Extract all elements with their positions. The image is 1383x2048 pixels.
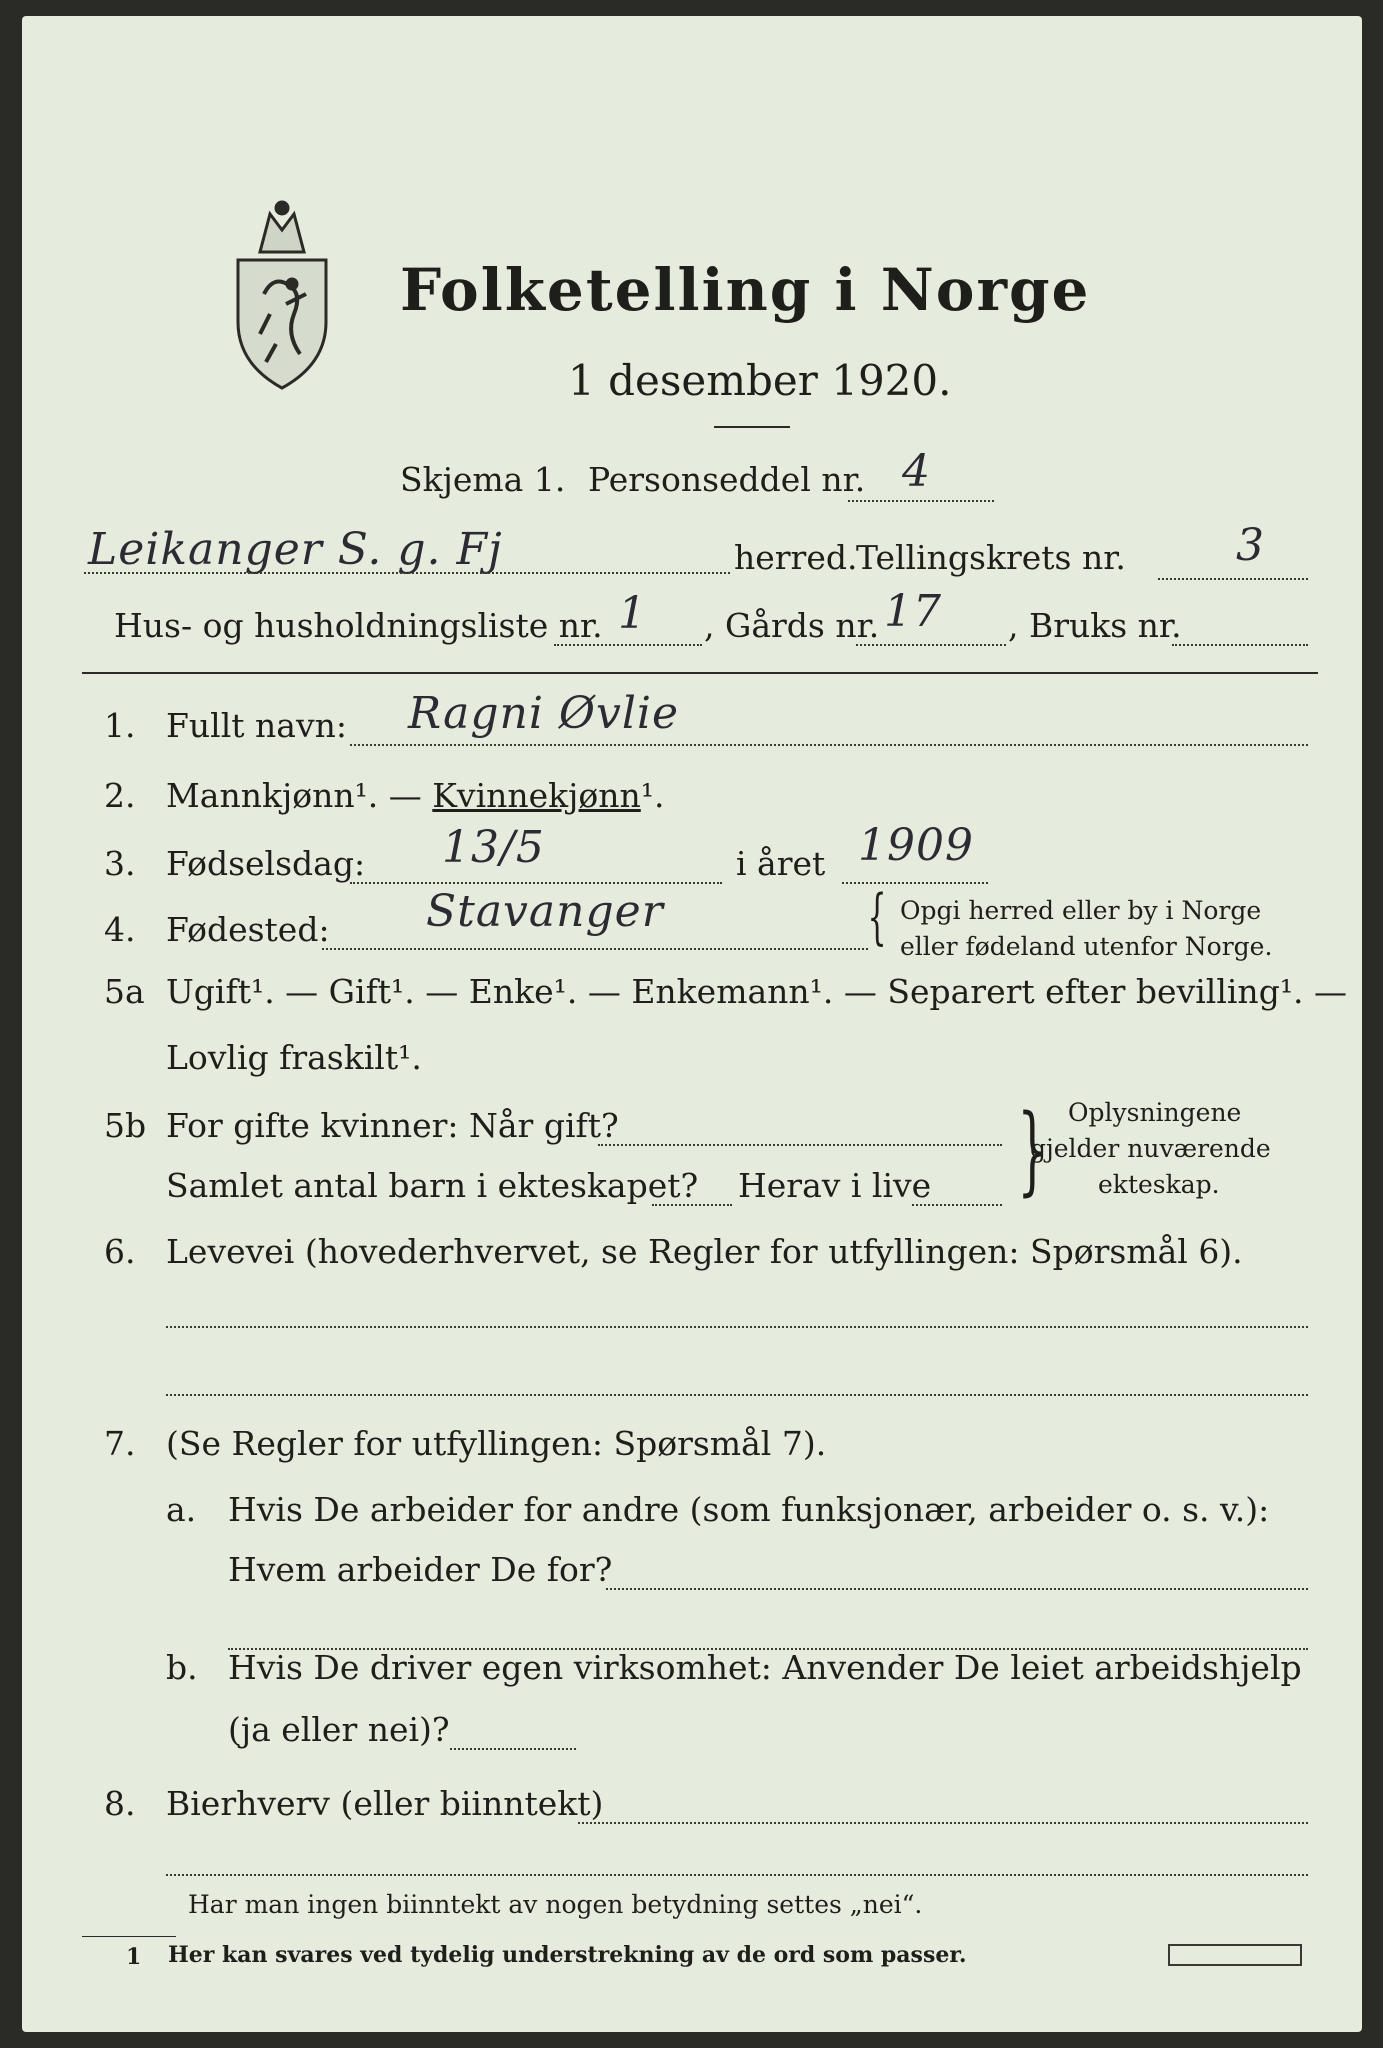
q3-number: 3. — [104, 844, 136, 883]
schema-label: Skjema 1. — [400, 460, 566, 499]
q7a-label-2: Hvem arbeider De for? — [228, 1550, 613, 1589]
q5b-label-3: Herav i live — [738, 1166, 932, 1205]
personseddel-value: 4 — [902, 446, 931, 497]
personseddel-line — [848, 500, 994, 502]
q7a-line-1 — [606, 1588, 1308, 1590]
q7-label: (Se Regler for utfyllingen: Spørsmål 7). — [166, 1424, 827, 1463]
q1-number: 1. — [104, 706, 136, 745]
q3-year-line — [842, 882, 988, 884]
printer-stamp — [1168, 1944, 1302, 1966]
norway-coat-of-arms-icon — [230, 194, 334, 394]
hus-line — [554, 644, 702, 646]
q4-label: Fødested: — [166, 910, 330, 949]
tellingskrets-line — [1158, 578, 1308, 580]
q7b-line — [450, 1748, 576, 1750]
q1-value: Ragni Øvlie — [408, 688, 680, 739]
q6-line-2 — [166, 1394, 1308, 1396]
q5a-label-2: Lovlig fraskilt¹. — [166, 1038, 422, 1077]
q8-note: Har man ingen biinntekt av nogen betydning settes „nei“. — [188, 1890, 923, 1919]
hus-value: 1 — [618, 588, 647, 639]
q5b-note-3: ekteskap. — [1098, 1170, 1220, 1199]
q5b-label-2: Samlet antal barn i ekteskapet? — [166, 1166, 699, 1205]
q5b-brace: } — [1017, 1094, 1048, 1206]
q3-date-line — [350, 882, 722, 884]
form-title: Folketelling i Norge — [400, 256, 1091, 324]
q8-line-1 — [578, 1822, 1308, 1824]
q5b-children-line — [652, 1204, 732, 1206]
q5b-number: 5b — [104, 1106, 147, 1145]
section-divider — [82, 672, 1318, 674]
q2-option-female: Kvinnekjønn — [432, 776, 641, 815]
q4-value: Stavanger — [426, 886, 664, 937]
q6-label: Levevei (hovederhvervet, se Regler for utfyllingen: Spørsmål 6). — [166, 1232, 1243, 1271]
q5b-note-2: gjelder nuværende — [1030, 1134, 1271, 1163]
bruks-line — [1172, 644, 1308, 646]
q7-number: 7. — [104, 1424, 136, 1463]
gards-line — [856, 644, 1006, 646]
tellingskrets-value: 3 — [1236, 520, 1265, 571]
q4-number: 4. — [104, 910, 136, 949]
q5a-label: Ugift¹. — Gift¹. — Enke¹. — Enkemann¹. — Separert efter bevilling¹. — — [166, 972, 1348, 1011]
q4-line — [322, 948, 868, 950]
footnote-text: Her kan svares ved tydelig understrekning av de ord som passer. — [168, 1942, 967, 1968]
q4-note-2: eller fødeland utenfor Norge. — [900, 932, 1273, 961]
q2-label — [166, 776, 665, 815]
q2-footnote-mark: ¹. — [640, 776, 665, 815]
bruks-label: , Bruks nr. — [1008, 606, 1182, 645]
q8-number: 8. — [104, 1784, 136, 1823]
q3-year-value: 1909 — [858, 820, 974, 871]
q5b-note-1: Oplysningene — [1068, 1098, 1242, 1127]
q7a-label: Hvis De arbeider for andre (som funksjonær, arbeider o. s. v.): — [228, 1490, 1270, 1529]
hus-label: Hus- og husholdningsliste nr. — [114, 606, 603, 645]
q5b-alive-line — [912, 1204, 1002, 1206]
gards-value: 17 — [884, 586, 942, 637]
gards-label: , Gårds nr. — [704, 606, 880, 645]
q6-line-1 — [166, 1326, 1308, 1328]
q3-label: Fødselsdag: — [166, 844, 366, 883]
census-form-sheet — [22, 16, 1362, 2032]
q7b-label: Hvis De driver egen virksomhet: Anvender De leiet arbeidshjelp — [228, 1648, 1302, 1687]
q8-line-2 — [166, 1874, 1308, 1876]
q8-label: Bierhverv (eller biinntekt) — [166, 1784, 604, 1823]
title-divider — [714, 426, 790, 428]
q1-line — [350, 744, 1308, 746]
herred-line — [84, 572, 730, 574]
q2-number: 2. — [104, 776, 136, 815]
tellingskrets-label: Tellingskrets nr. — [856, 538, 1126, 577]
q3-year-label: i året — [736, 844, 826, 883]
q2-option-male: Mannkjønn¹. — — [166, 776, 433, 815]
q6-number: 6. — [104, 1232, 136, 1271]
q4-note-1: Opgi herred eller by i Norge — [900, 896, 1262, 925]
q3-value: 13/5 — [442, 822, 545, 873]
q5b-married-line — [598, 1144, 1002, 1146]
q7b-label-2: (ja eller nei)? — [228, 1710, 450, 1749]
herred-value: Leikanger S. g. Fj — [88, 524, 503, 575]
q5b-label: For gifte kvinner: Når gift? — [166, 1106, 619, 1145]
personseddel-label: Personseddel nr. — [588, 460, 866, 499]
herred-label: herred. — [734, 538, 858, 577]
q4-brace: { — [867, 882, 887, 952]
q7a-number: a. — [166, 1490, 197, 1529]
footnote-rule — [82, 1936, 176, 1937]
form-date: 1 desember 1920. — [568, 356, 952, 405]
footnote-mark: 1 — [126, 1944, 142, 1970]
q5a-number: 5a — [104, 972, 145, 1011]
q1-label: Fullt navn: — [166, 706, 347, 745]
q7b-number: b. — [166, 1648, 198, 1687]
